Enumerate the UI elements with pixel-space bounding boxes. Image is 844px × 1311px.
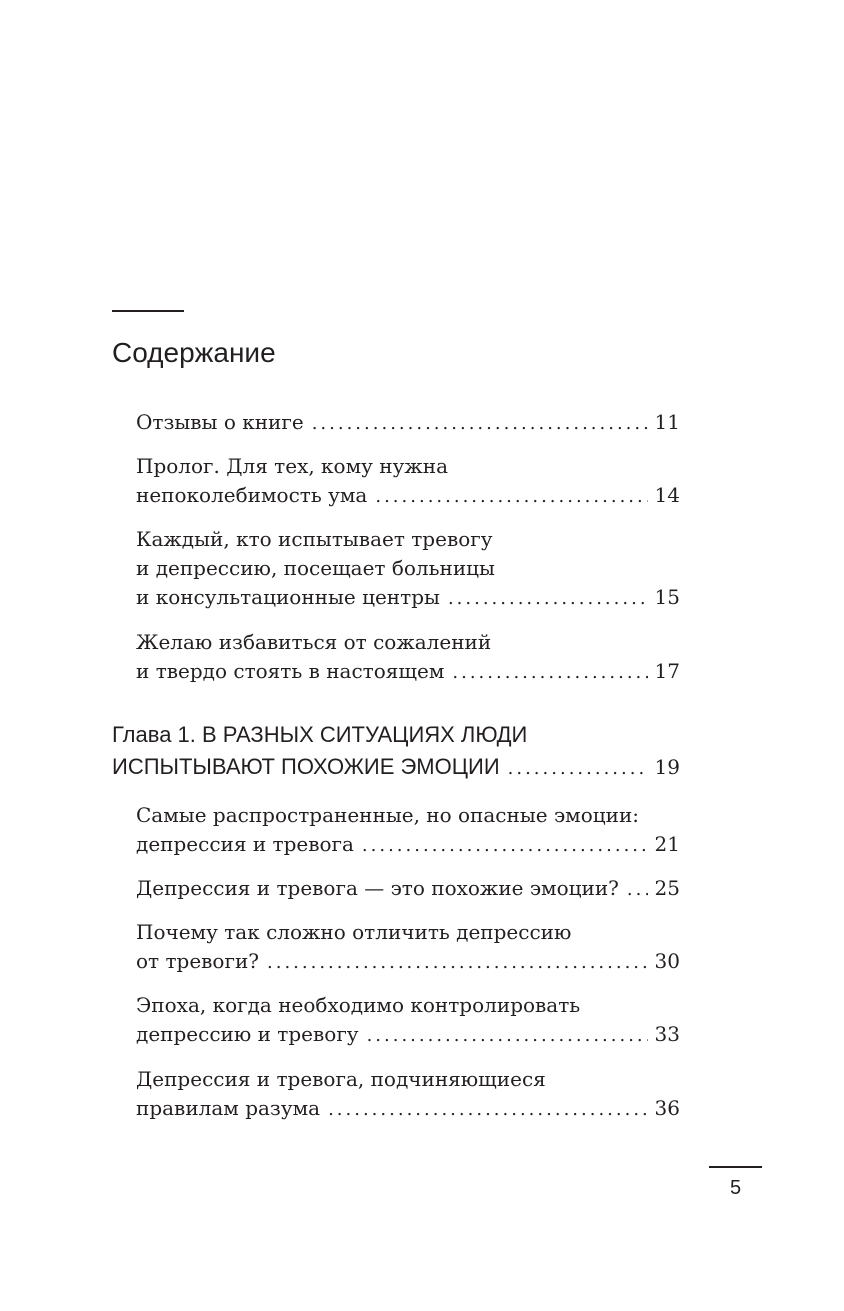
leader-dots <box>627 875 648 904</box>
leader-dots <box>508 753 648 785</box>
entry-text: Каждый, кто испытывает тревогу <box>136 527 493 551</box>
toc-entry[interactable] <box>136 991 680 1050</box>
leader-dots <box>448 584 648 613</box>
leader-dots <box>267 948 648 977</box>
entry-text: депрессия и тревога <box>136 832 354 856</box>
toc-entry[interactable] <box>136 874 680 904</box>
entry-text: Отзывы о книге <box>136 410 304 434</box>
entry-text: и твердо стоять в настоящем <box>136 659 445 683</box>
entry-text: депрессию и тревогу <box>136 1022 359 1046</box>
entry-text: Желаю избавиться от сожалений <box>136 630 492 654</box>
entry-text: и депрессию, посещает больницы <box>136 556 495 580</box>
toc-entry[interactable] <box>136 801 680 860</box>
entry-page: 30 <box>654 949 680 973</box>
entry-text: правилам разума <box>136 1096 321 1120</box>
entry-text: Глава 1. В РАЗНЫХ СИТУАЦИЯХ ЛЮДИ <box>112 722 528 747</box>
leader-dots <box>375 482 648 511</box>
entry-text: ИСПЫТЫВАЮТ ПОХОЖИЕ ЭМОЦИИ <box>112 754 500 779</box>
toc-entry[interactable] <box>136 1065 680 1124</box>
entry-text: Эпоха, когда необходимо контролировать <box>136 993 581 1017</box>
entry-text: Депрессия и тревога, подчиняющиеся <box>136 1067 546 1091</box>
leader-dots <box>362 831 648 860</box>
entry-page: 14 <box>654 483 680 507</box>
entry-page: 25 <box>654 876 680 900</box>
entry-page: 11 <box>654 410 680 434</box>
entry-text: от тревоги? <box>136 949 259 973</box>
toc-entry[interactable] <box>136 452 680 511</box>
entry-page: 15 <box>654 585 680 609</box>
entry-text: Пролог. Для тех, кому нужна <box>136 454 449 478</box>
entry-text: непоколебимость ума <box>136 483 368 507</box>
entry-page: 33 <box>654 1022 680 1046</box>
toc-chapter-entry[interactable] <box>112 719 680 785</box>
entry-text: и консультационные центры <box>136 585 440 609</box>
entry-page: 17 <box>654 659 680 683</box>
leader-dots <box>328 1095 648 1124</box>
entry-page: 21 <box>654 832 680 856</box>
entry-page: 36 <box>654 1096 680 1120</box>
toc-entry[interactable] <box>136 408 680 438</box>
entry-text: Депрессия и тревога — это похожие эмоции? <box>136 876 619 900</box>
leader-dots <box>367 1021 648 1050</box>
entry-text: Почему так сложно отличить депрессию <box>136 920 572 944</box>
page-number: 5 <box>729 1177 742 1199</box>
toc-entry[interactable] <box>136 628 680 687</box>
toc-entry[interactable] <box>136 918 680 977</box>
page-title: Содержание <box>112 337 276 368</box>
entry-page: 19 <box>654 755 680 779</box>
leader-dots <box>312 409 648 438</box>
toc-entry[interactable] <box>136 525 680 613</box>
entry-text: Самые распространенные, но опасные эмоции: <box>136 803 640 827</box>
footer-rule <box>709 1166 762 1168</box>
leader-dots <box>452 658 648 687</box>
